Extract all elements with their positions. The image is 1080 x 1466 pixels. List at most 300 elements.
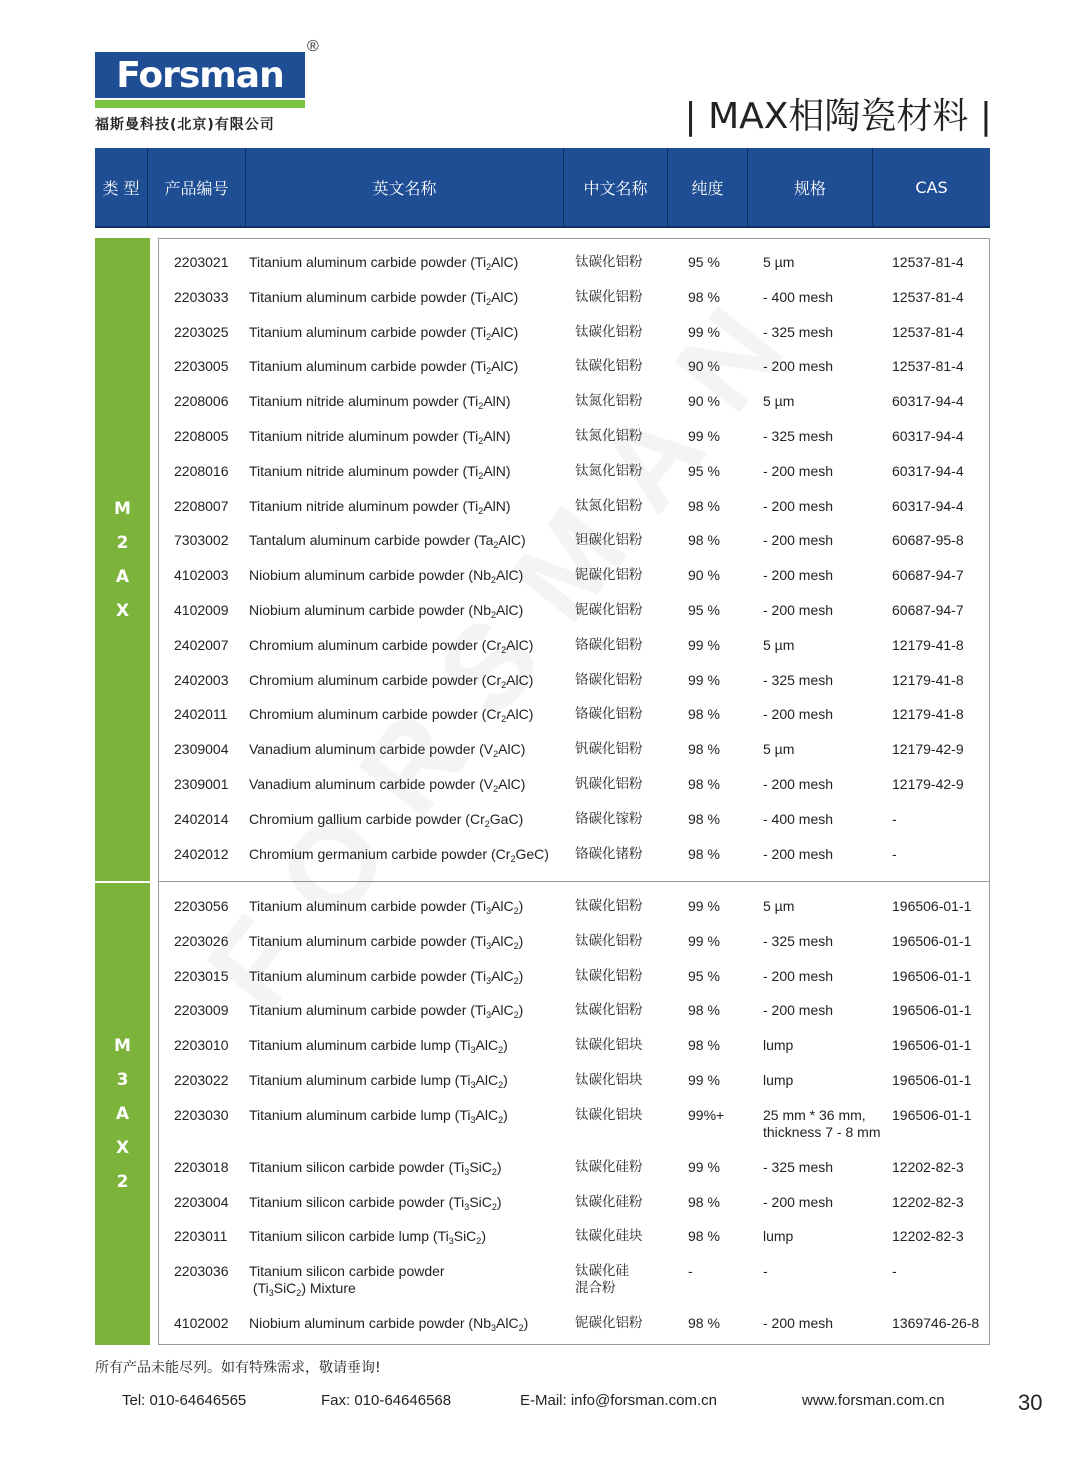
logo-green-bar	[95, 100, 305, 108]
english-name-text: Titanium aluminum carbide powder	[249, 1002, 467, 1019]
purity: 95 %	[688, 462, 720, 479]
english-name-text: Vanadium aluminum carbide powder	[249, 776, 476, 792]
formula-part: 2	[510, 853, 516, 864]
english-name: Chromium aluminum carbide powder $(Cr_2AlC)$	[249, 636, 534, 655]
cas-number: 12179-42-9	[892, 776, 964, 792]
specification-text: 5 µm	[763, 393, 795, 410]
specification	[763, 1194, 833, 1211]
formula-part: Ti	[459, 1037, 471, 1054]
chinese-name-text: 钛碳化铝块	[575, 1072, 643, 1088]
logo-wordmark: Forsman	[95, 52, 305, 98]
specification	[763, 289, 833, 306]
english-name-text: Titanium aluminum carbide powder	[249, 932, 467, 949]
header-en-name: 英文名称	[246, 148, 564, 226]
english-name: Tantalum aluminum carbide powder $(Ta_2AlC)$	[249, 532, 526, 551]
english-name: Niobium aluminum carbide powder $(Nb_2AlC)$	[249, 567, 524, 586]
purity: 99 %	[688, 1158, 720, 1175]
formula-part: 2	[484, 818, 490, 829]
company-logo	[95, 38, 319, 134]
english-name: Titanium aluminum carbide powder $(Ti_3AlC_2)$	[249, 1002, 524, 1021]
formula-part: SiC	[453, 1228, 477, 1245]
specification-text: - 325 mesh	[763, 671, 834, 688]
formula-part: 2	[486, 331, 492, 342]
purity: 98 %	[688, 497, 720, 514]
cas-number: 12537-81-4	[892, 254, 964, 270]
chinese-name	[575, 968, 643, 985]
formula-part: 2	[478, 470, 484, 481]
chinese-name-text: 钛碳化铝粉	[575, 288, 643, 305]
chinese-name-text: 钛碳化铝粉	[575, 967, 643, 984]
chinese-name-text: 钛氮化铝粉	[575, 462, 643, 479]
english-name-text: Titanium nitride aluminum powder	[249, 462, 459, 479]
chinese-name-text: 钛碳化铝粉	[575, 1002, 643, 1019]
formula-part: 2	[478, 436, 484, 446]
page-number: 30	[1018, 1390, 1043, 1415]
formula-part: AlC	[491, 254, 514, 270]
header-cn-name: 中文名称	[564, 148, 668, 226]
specification-text: - 325 mesh	[763, 323, 834, 340]
english-name: Titanium aluminum carbide powder $(Ti_3AlC_2)$	[249, 898, 524, 916]
purity: 99%+	[688, 1106, 725, 1123]
purity: 98 %	[688, 1315, 720, 1332]
specification	[763, 637, 794, 654]
header-spec: 规格	[748, 148, 873, 226]
english-name: Titanium nitride aluminum powder $(Ti_2AlN)$	[249, 497, 511, 516]
specification	[763, 324, 833, 341]
formula-part: AlC	[491, 1002, 514, 1019]
english-name-text: Titanium nitride aluminum powder	[249, 497, 459, 514]
chinese-name-text: 钒碳化铝粉	[575, 776, 643, 792]
specification-text: - 200 mesh	[763, 462, 834, 479]
cas-number: 60687-94-7	[892, 602, 964, 618]
chinese-name	[575, 428, 643, 445]
specification	[763, 602, 833, 619]
chinese-name	[575, 672, 643, 689]
english-name-text: Niobium aluminum carbide powder	[249, 567, 465, 584]
cas-number: 196506-01-1	[892, 1002, 972, 1019]
formula-part: 2	[498, 1045, 504, 1056]
specification-text: lump	[763, 1037, 794, 1054]
purity: 95 %	[688, 254, 720, 270]
formula-part: 3	[464, 1166, 470, 1177]
specification-text: 5 µm	[763, 636, 795, 653]
specification-text: lump	[763, 1072, 794, 1088]
chinese-name-text: 钛碳化铝块	[575, 1106, 643, 1123]
cas-number: 12202-82-3	[892, 1158, 964, 1175]
purity: 95 %	[688, 602, 720, 618]
product-code: 2203015	[174, 967, 229, 984]
specification	[763, 1159, 833, 1176]
cas-number: 12537-81-4	[892, 358, 964, 375]
specification-text: - 200 mesh	[763, 567, 834, 584]
english-name-text: Titanium aluminum carbide powder	[249, 288, 467, 305]
chinese-name	[575, 811, 643, 828]
specification	[763, 933, 833, 950]
english-name: Niobium aluminum carbide powder $(Nb_3AlC_2)$	[249, 1315, 529, 1334]
header-code: 产品编号	[148, 148, 246, 226]
formula-part: 2	[513, 940, 519, 951]
english-name-text: Niobium aluminum carbide powder	[249, 602, 465, 618]
formula-part: AlC	[496, 1315, 519, 1332]
chinese-name	[575, 1194, 643, 1211]
formula-part: Nb	[473, 1315, 492, 1332]
english-name-text: Titanium aluminum carbide powder	[249, 254, 467, 270]
cas-number: 12202-82-3	[892, 1228, 964, 1245]
group-letter: X	[115, 600, 130, 621]
product-code: 2203025	[174, 323, 229, 340]
english-name-text: Chromium gallium carbide powder	[249, 810, 462, 827]
cas-number: 12537-81-4	[892, 323, 964, 340]
specification	[763, 358, 833, 375]
purity: 98 %	[688, 741, 720, 758]
product-code: 2203036	[174, 1263, 229, 1280]
specification-text: - 200 mesh	[763, 358, 834, 375]
cas-number: -	[892, 810, 897, 827]
cas-number: 12202-82-3	[892, 1193, 964, 1210]
purity: 90 %	[688, 393, 720, 410]
english-name-text: Chromium aluminum carbide powder	[249, 706, 478, 723]
group-letter: 2	[116, 532, 129, 553]
specification-text: 5 µm	[763, 741, 795, 758]
chinese-name	[575, 776, 643, 793]
chinese-name	[575, 532, 643, 549]
specification-text: - 200 mesh	[763, 497, 834, 514]
chinese-name-text: 钛碳化硅块	[575, 1228, 643, 1245]
product-code: 2402011	[174, 706, 228, 723]
formula-part: AlC	[498, 741, 521, 758]
specification-text: - 325 mesh	[763, 428, 834, 444]
chinese-name-text: 铌碳化铝粉	[575, 567, 643, 584]
formula-part: GaC	[489, 810, 519, 827]
formula-part: 2	[491, 1201, 497, 1212]
product-code: 2309001	[174, 776, 229, 792]
specification	[763, 1315, 833, 1332]
purity: -	[688, 1263, 693, 1280]
formula-part: GeC	[515, 845, 545, 862]
formula-part: SiC	[469, 1193, 492, 1210]
chinese-name	[575, 846, 643, 863]
english-name: Niobium aluminum carbide powder $(Nb_2AlC)$	[249, 602, 524, 620]
chinese-name-text: 钛碳化铝粉	[575, 898, 643, 914]
chinese-name-text: 钛氮化铝粉	[575, 428, 643, 444]
specification-text: - 200 mesh	[763, 967, 834, 984]
cas-number: 12179-42-9	[892, 741, 964, 758]
formula-part: Cr	[486, 706, 502, 723]
product-code: 2402014	[174, 810, 229, 827]
english-name: Titanium aluminum carbide powder $(Ti_2AlC)$	[249, 254, 519, 272]
formula-part: AlN	[483, 428, 506, 444]
english-name: Titanium aluminum carbide lump $(Ti_3AlC_2)$	[249, 1072, 508, 1090]
footer-fax: Fax: 010-64646568	[321, 1392, 452, 1409]
specification	[763, 567, 833, 584]
cas-number: 196506-01-1	[892, 1037, 972, 1054]
formula-part: Cr	[495, 845, 511, 862]
product-code: 4102002	[174, 1315, 229, 1332]
registered-mark: ®	[307, 38, 319, 55]
specification-text: - 400 mesh	[763, 288, 834, 305]
english-name-text: Titanium silicon carbide powder	[249, 1263, 445, 1280]
specification	[763, 254, 794, 271]
product-code: 2309004	[174, 741, 229, 758]
formula-part: 2	[486, 296, 492, 307]
formula-part: Ti	[474, 254, 487, 270]
specification-text: - 325 mesh	[763, 932, 834, 949]
english-name-text: Titanium nitride aluminum powder	[249, 428, 459, 444]
english-name: Titanium aluminum carbide powder $(Ti_2AlC)$	[249, 323, 519, 342]
product-code: 2208006	[174, 393, 229, 410]
product-code: 2203011	[174, 1228, 228, 1245]
product-code: 2203009	[174, 1002, 229, 1019]
chinese-name-text: 钛碳化铝块	[575, 1037, 643, 1054]
product-code: 2203010	[174, 1037, 229, 1054]
english-name: Titanium aluminum carbide powder $(Ti_2AlC)$	[249, 288, 519, 307]
formula-part: 2	[491, 1166, 497, 1177]
formula-part: AlN	[483, 462, 506, 479]
chinese-name-text: 铬碳化锗粉	[575, 845, 643, 862]
english-name: Titanium nitride aluminum powder $(Ti_2AlN)$	[249, 428, 511, 446]
chinese-name	[575, 741, 643, 758]
formula-part: Ti	[459, 1106, 471, 1123]
group-label-m3ax2	[95, 883, 150, 1345]
purity: 99 %	[688, 323, 720, 340]
chinese-name	[575, 1002, 643, 1019]
formula-part: Ti	[474, 898, 487, 914]
formula-part: Ti	[474, 323, 487, 340]
formula-part: 3	[470, 1080, 476, 1090]
english-name-text: Titanium silicon carbide powder	[249, 1193, 445, 1210]
specification	[763, 968, 833, 985]
english-name: Titanium nitride aluminum powder $(Ti_2AlN)$	[249, 462, 511, 481]
formula-part: V	[483, 776, 494, 792]
footnote: 所有产品未能尽列。如有特殊需求，敬请垂询!	[95, 1360, 381, 1376]
product-code: 4102009	[174, 602, 229, 618]
formula: $(Ti_3SiC_2)$	[252, 1280, 306, 1299]
formula-part: AlN	[483, 497, 506, 514]
formula-part: Ti	[474, 1002, 487, 1019]
formula-part: 2	[501, 644, 507, 655]
english-name: Chromium aluminum carbide powder $(Cr_2AlC)$	[249, 706, 534, 725]
product-code: 2203033	[174, 288, 229, 305]
chinese-name	[575, 933, 643, 950]
cas-number: 1369746-26-8	[892, 1315, 980, 1332]
product-code: 7303002	[174, 532, 229, 549]
cas-number: 196506-01-1	[892, 1072, 972, 1088]
group-letter: X	[115, 1138, 130, 1158]
formula-part: AlC	[498, 776, 521, 792]
page-title: | MAX相陶瓷材料 |	[684, 96, 992, 137]
cas-number: 12179-41-8	[892, 636, 964, 653]
formula-part: Ti	[474, 288, 487, 305]
formula-part: 2	[476, 1236, 482, 1247]
product-code: 2402003	[174, 671, 229, 688]
formula-part: AlC	[491, 323, 514, 340]
chinese-name-text: 铬碳化铝粉	[575, 706, 643, 723]
specification	[763, 776, 833, 793]
chinese-name-text: 钛碳化硅	[575, 1263, 629, 1280]
specification	[763, 672, 833, 689]
english-name: Titanium aluminum carbide powder $(Ti_3AlC_2)$	[249, 967, 524, 986]
english-name: Titanium aluminum carbide lump $(Ti_3AlC_2)$	[249, 1106, 508, 1125]
specification	[763, 532, 833, 549]
purity: 98 %	[688, 1228, 720, 1245]
english-name	[249, 1263, 445, 1297]
specification	[763, 498, 833, 515]
product-code: 2203026	[174, 932, 229, 949]
formula-part: Nb	[473, 567, 492, 584]
product-code: 2203005	[174, 358, 229, 375]
formula-part: Ti	[467, 462, 479, 479]
formula-part: 3	[448, 1236, 454, 1247]
formula-part: 2	[491, 575, 497, 586]
formula-part: Ti	[453, 1193, 465, 1210]
formula-part: Ti	[474, 932, 487, 949]
formula-part: 2	[513, 975, 519, 986]
english-name-text: Titanium silicon carbide powder	[249, 1158, 445, 1175]
english-name: Chromium aluminum carbide powder $(Cr_2AlC)$	[249, 671, 534, 690]
product-code: 2208016	[174, 462, 229, 479]
chinese-name-text: 钛碳化铝粉	[575, 932, 643, 949]
chinese-name-text: 钒碳化铝粉	[575, 741, 643, 758]
english-name: Chromium gallium carbide powder $(Cr_2GaC)$	[249, 810, 524, 829]
formula-part: AlC	[475, 1037, 499, 1054]
chinese-name-text: 铬碳化铝粉	[575, 636, 643, 653]
footer-email[interactable]: E-Mail: info@forsman.com.cn	[520, 1392, 717, 1409]
english-name-text: Titanium aluminum carbide powder	[249, 967, 467, 984]
cas-number: 196506-01-1	[892, 898, 972, 914]
formula-part: AlC	[491, 898, 514, 914]
cas-number: 60317-94-4	[892, 462, 964, 479]
english-name-text: Titanium silicon carbide lump	[249, 1228, 429, 1245]
formula-part: AlC	[506, 671, 529, 688]
cas-number: 60317-94-4	[892, 393, 964, 410]
purity: 99 %	[688, 1072, 720, 1088]
specification	[763, 428, 833, 445]
product-code: 2208005	[174, 428, 229, 444]
product-code: 2203022	[174, 1072, 229, 1088]
chinese-name-text: 钛碳化硅粉	[575, 1193, 643, 1210]
cas-number: 12179-41-8	[892, 671, 964, 688]
specification	[763, 1228, 793, 1245]
english-name-text: Titanium aluminum carbide lump	[249, 1072, 451, 1088]
product-code: 2203056	[174, 898, 229, 914]
specification-text: - 400 mesh	[763, 810, 834, 827]
chinese-name	[575, 1228, 643, 1245]
product-code: 2203030	[174, 1106, 229, 1123]
purity: 98 %	[688, 776, 720, 792]
specification-text: - 200 mesh	[763, 1193, 834, 1210]
cas-number: 60317-94-4	[892, 497, 964, 514]
chinese-name	[575, 706, 643, 723]
formula-part: 3	[486, 975, 492, 986]
formula-part: AlC	[496, 602, 519, 618]
specification	[763, 393, 794, 410]
chinese-name-text: 钛碳化铝粉	[575, 254, 643, 270]
chinese-name-text: 铬碳化镓粉	[575, 810, 643, 827]
specification	[763, 846, 833, 863]
purity: 98 %	[688, 532, 720, 549]
formula-part: 3	[470, 1114, 476, 1125]
specification	[763, 1072, 793, 1089]
purity: 95 %	[688, 967, 720, 984]
formula-part: AlC	[506, 706, 529, 723]
formula-part: 2	[498, 1080, 504, 1090]
formula-suffix: Mixture	[305, 1280, 356, 1297]
english-name-text: Chromium aluminum carbide powder	[249, 636, 478, 653]
purity: 99 %	[688, 636, 720, 653]
english-name-text: Titanium aluminum carbide lump	[249, 1106, 451, 1123]
chinese-name-text: 钽碳化铝粉	[575, 532, 643, 549]
english-name-text: Chromium aluminum carbide powder	[249, 671, 478, 688]
purity: 98 %	[688, 706, 720, 723]
formula-part: 2	[498, 1114, 504, 1125]
purity: 90 %	[688, 567, 720, 584]
chinese-name-text: 钛碳化铝粉	[575, 358, 643, 375]
chinese-name	[575, 324, 643, 341]
chinese-name	[575, 393, 643, 410]
cas-number: -	[892, 845, 897, 862]
english-name: Titanium silicon carbide powder $(Ti_3SiC_2)$	[249, 1193, 502, 1212]
formula-part: AlC	[491, 932, 514, 949]
formula-part: Cr	[486, 636, 502, 653]
formula-part: 2	[493, 784, 499, 794]
company-name-cn: 福斯曼科技(北京)有限公司	[95, 117, 275, 133]
formula-part: 2	[501, 714, 507, 725]
specification-text: - 200 mesh	[763, 1002, 834, 1019]
group-letter: A	[115, 1104, 130, 1124]
formula-part: 2	[493, 540, 499, 551]
group-letter: 3	[116, 1070, 129, 1090]
formula-part: 2	[513, 906, 519, 916]
english-name: Titanium nitride aluminum powder $(Ti_2AlN)$	[249, 393, 511, 412]
english-name-text: Titanium nitride aluminum powder	[249, 393, 459, 410]
formula-part: 2	[518, 1323, 524, 1334]
formula-part: 3	[486, 940, 492, 951]
purity: 98 %	[688, 1037, 720, 1054]
english-name: Titanium aluminum carbide powder $(Ti_2AlC)$	[249, 358, 519, 377]
specification-text: - 200 mesh	[763, 602, 834, 618]
english-name-text: Titanium aluminum carbide lump	[249, 1037, 451, 1054]
specification	[763, 1107, 880, 1141]
formula-part: Nb	[473, 602, 492, 618]
footer-tel: Tel: 010-64646565	[122, 1392, 247, 1409]
specification	[763, 811, 833, 828]
specification-text: -	[763, 1263, 768, 1280]
formula-part: AlC	[498, 532, 521, 549]
cas-number: -	[892, 1263, 897, 1280]
chinese-name-text: 铌碳化铝粉	[575, 1315, 643, 1332]
chinese-name	[575, 637, 643, 654]
cas-number: 12537-81-4	[892, 288, 964, 305]
group-letter: M	[114, 1036, 131, 1056]
english-name: Chromium germanium carbide powder $(Cr_2GeC)$	[249, 845, 549, 864]
product-code: 2208007	[174, 497, 229, 514]
chinese-name	[575, 463, 643, 480]
formula-part: AlC	[475, 1072, 499, 1088]
specification-text: - 325 mesh	[763, 1158, 834, 1175]
cas-number: 12179-41-8	[892, 706, 964, 723]
formula-part: SiC	[469, 1158, 492, 1175]
formula-part: 2	[513, 1010, 519, 1021]
formula-part: Ti	[437, 1228, 449, 1245]
specification-text: - 200 mesh	[763, 706, 834, 723]
footer-website[interactable]: www.forsman.com.cn	[802, 1392, 945, 1409]
formula-part: AlC	[506, 636, 529, 653]
formula-part: AlC	[496, 567, 519, 584]
english-name: Titanium silicon carbide powder $(Ti_3SiC_2)$	[249, 1158, 502, 1177]
cas-number: 60317-94-4	[892, 428, 964, 444]
formula-part: Ti	[453, 1158, 465, 1175]
english-name: Vanadium aluminum carbide powder $(V_2AlC)$	[249, 776, 526, 794]
